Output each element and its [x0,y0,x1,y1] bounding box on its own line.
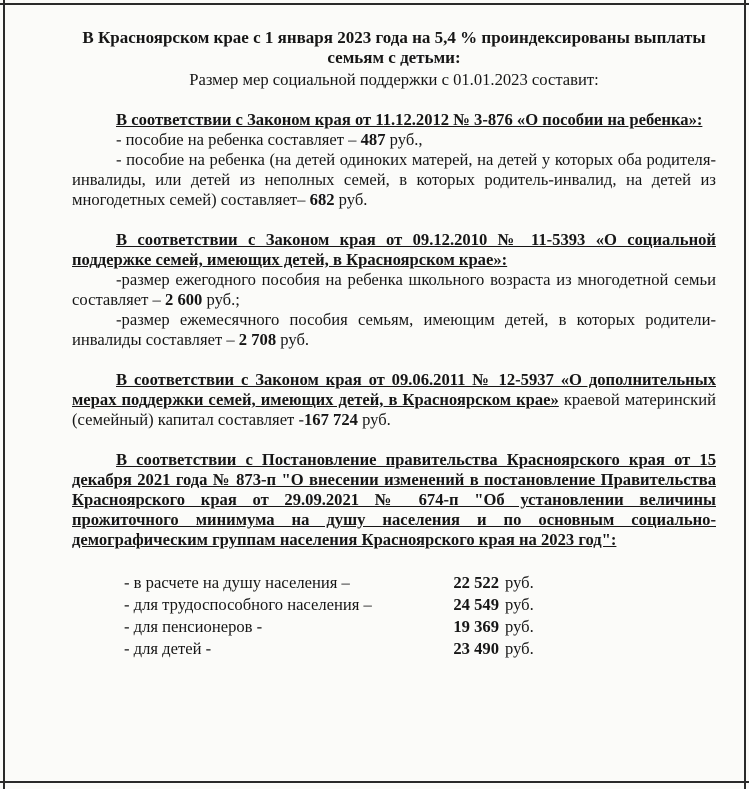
list-item [124,594,716,616]
left-border-line [3,0,5,789]
bottom-border-line [0,781,749,783]
section-heading: В соответствии с Законом края от 11.12.2012 № 3-876 «О пособии на ребенка»: [116,110,703,129]
section-maternal-capital [72,370,716,430]
section-family-support [72,230,716,350]
item-unit: руб. [505,639,534,658]
document-title: В Красноярском крае с 1 января 2023 года на 5,4 % проиндексированы выплаты семьям с детьми: [82,28,706,67]
item-unit: руб.; [202,290,240,309]
item-unit: руб. [505,595,534,614]
item-text: - пособие на ребенка составляет – [116,130,361,149]
section-heading: В соответствии с Законом края от 09.12.2010 № 11-5393 «О социальной поддержке семей, имеющих детей, в Красноярском крае»: [72,230,716,269]
item-text: - пособие на ребенка (на детей одиноких матерей, на детей у которых оба родителя-инвалиды, или детей из неполных семей, в которых родитель-инвалид, на детей из многодетных семей) составляет– [72,150,716,209]
item-value: 24 549 [453,595,499,614]
item-label: - в расчете на душу населения – [124,573,350,592]
item-unit: руб. [505,573,534,592]
section-heading: В соответствии с Постановление правительства Красноярского края от 15 декабря 2021 года № 873-п "О внесении изменений в постановление Правительства Красноярского края от 29.09.2021 № 674-п "Об установлении величины прожиточного минимума на душу населения и по основным социально-демографическим группам населения Красноярского края на 2023 год": [72,450,716,549]
subsistence-values-list [124,572,716,660]
benefit-item [72,150,716,210]
item-unit: руб. [357,410,391,429]
item-text: краевой материнский (семейный) капитал составляет - [72,390,716,429]
item-value: 2 708 [238,330,277,349]
list-item [124,572,716,594]
document-subtitle: Размер мер социальной поддержки с 01.01.2023 составит: [189,70,599,89]
item-label: - для трудоспособного населения – [124,595,372,614]
top-border-line [0,3,749,5]
item-unit: руб., [385,130,423,149]
item-value: 682 [309,190,335,209]
item-unit: руб. [276,330,310,349]
document-body [72,28,716,660]
item-text: -размер ежегодного пособия на ребенка школьного возраста из многодетной семьи составляет – [72,270,716,309]
right-border-line [744,0,746,789]
item-value: 19 369 [453,617,499,636]
benefit-item [72,270,716,310]
section-heading: В соответствии с Законом края от 09.06.2011 № 12-5937 «О дополнительных мерах поддержки семей, имеющих детей, в Красноярском крае» [72,370,716,409]
item-value: 167 724 [303,410,358,429]
item-unit: руб. [334,190,368,209]
item-value: 487 [360,130,386,149]
list-item [124,638,716,660]
item-label: - для пенсионеров - [124,617,263,636]
section-subsistence-minimum [72,450,716,550]
list-item [124,616,716,638]
benefit-item [72,130,716,150]
item-value: 23 490 [453,639,499,658]
item-label: - для детей - [124,639,212,658]
section-child-benefit [72,110,716,210]
item-text: -размер ежемесячного пособия семьям, имеющим детей, в которых родители-инвалиды составляет – [72,310,716,349]
item-value: 2 600 [165,290,203,309]
benefit-item [72,310,716,350]
maternal-capital-paragraph [72,370,716,430]
item-value: 22 522 [453,573,499,592]
item-unit: руб. [505,617,534,636]
